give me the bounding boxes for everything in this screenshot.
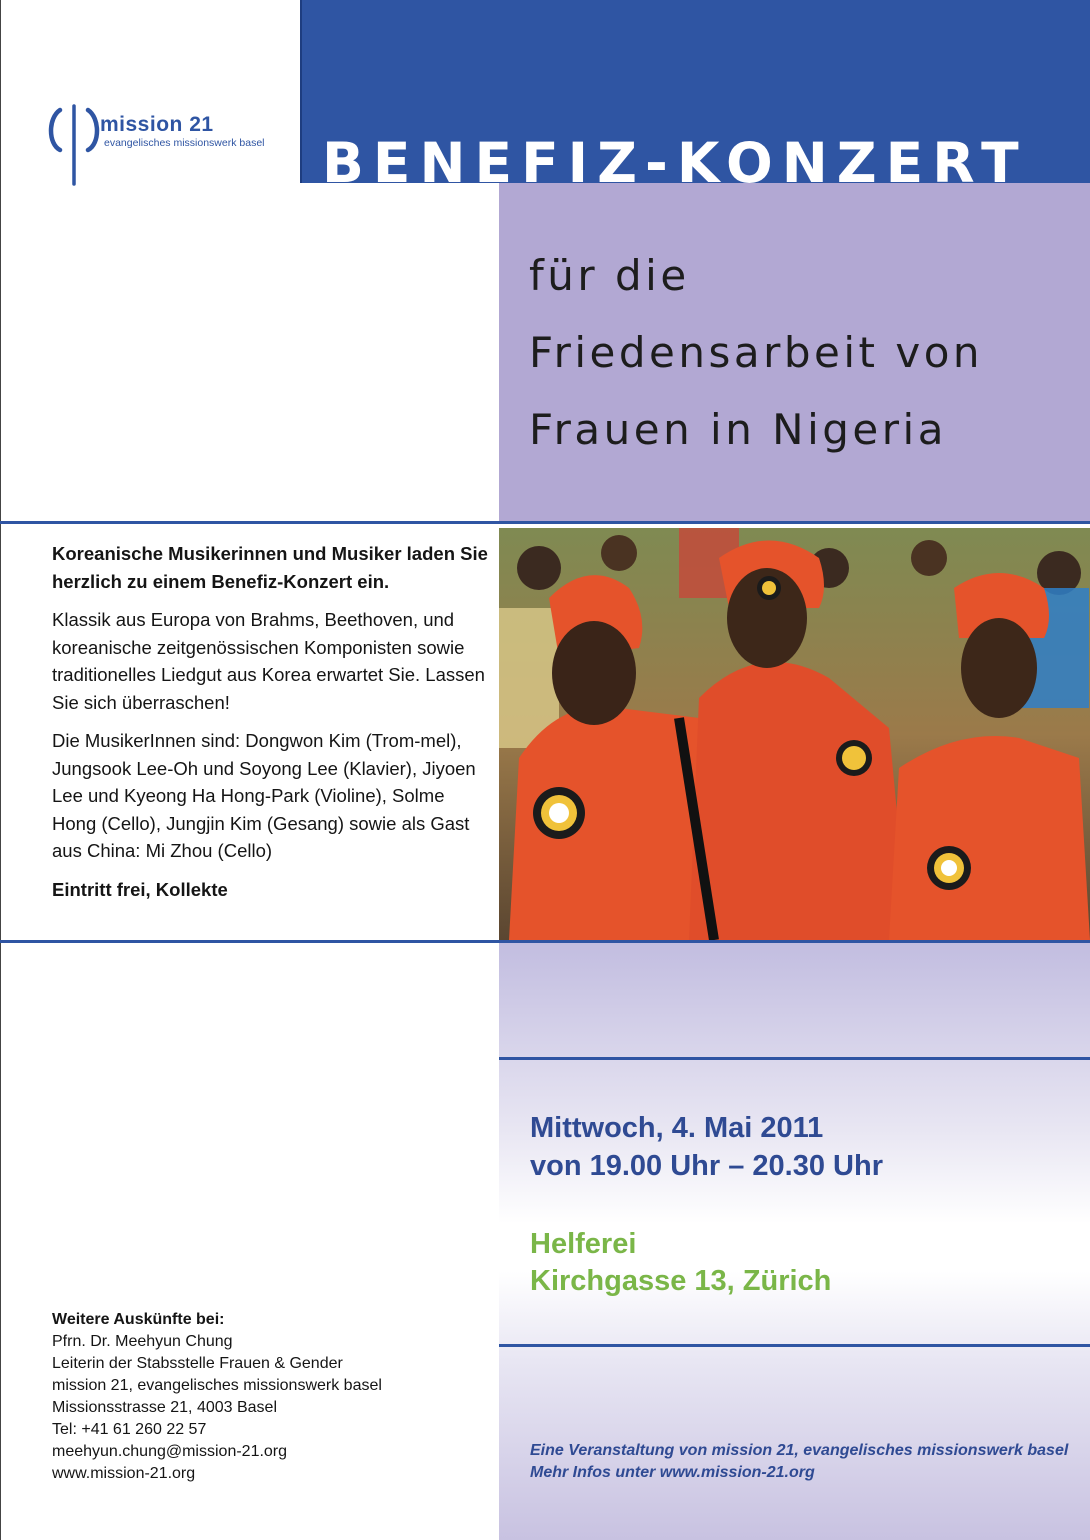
event-photo [499,528,1090,940]
contact-name: Pfrn. Dr. Meehyun Chung [52,1333,233,1350]
logo-subtitle: evangelisches missionswerk basel [104,137,265,149]
subheadline-line-2: Friedensarbeit von [529,328,984,377]
contact-email[interactable]: meehyun.chung@mission-21.org [52,1443,288,1460]
headline: BENEFIZ-KONZERT [322,131,1028,183]
intro-program: Klassik aus Europa von Brahms, Beethoven, und koreanische zeitgenössischen Komponisten sowie traditionelles Liedgut aus Korea erwartet Sie. Lassen Sie sich überraschen! [52,609,485,713]
intro-musicians: Die MusikerInnen sind: Dongwon Kim (Trom-mel), Jungsook Lee-Oh und Soyong Lee (Klavier), Jiyoen Lee und Kyeong Ha Hong-Park (Violine), Solme Hong (Cello), Jungjin Kim (Gesang) sowie als Gast aus China: Mi Zhou (Cello) [52,730,476,861]
intro-admission: Eintritt frei, Kollekte [52,878,228,900]
divider [499,1344,1090,1347]
contact-web[interactable]: www.mission-21.org [52,1465,196,1482]
photo-illustration [499,528,1090,940]
event-venue: Helferei [530,1228,637,1260]
contact-role: Leiterin der Stabsstelle Frauen & Gender [52,1355,343,1372]
contact-heading: Weitere Auskünfte bei: [52,1311,225,1328]
subheadline-line-1: für die [529,251,690,300]
intro-lead: Koreanische Musikerinnen und Musiker laden Sie herzlich zu einem Benefiz-Konzert ein. [52,543,488,592]
divider [0,521,1090,524]
event-time: von 19.00 Uhr – 20.30 Uhr [530,1150,883,1182]
contact-street: Missionsstrasse 21, 4003 Basel [52,1399,277,1416]
event-address: Kirchgasse 13, Zürich [530,1265,832,1297]
contact-phone: Tel: +41 61 260 22 57 [52,1421,207,1438]
contact-org: mission 21, evangelisches missionswerk basel [52,1377,382,1394]
intro-text [52,540,492,914]
page-border [0,0,1,1540]
more-info-note: Mehr Infos unter www.mission-21.org [530,1464,815,1481]
event-date: Mittwoch, 4. Mai 2011 [530,1112,824,1144]
subheadline-panel [499,183,1090,521]
mission-21-logo-icon [44,104,104,190]
divider [499,1057,1090,1060]
logo-name: mission 21 [100,113,214,136]
organizer-note: Eine Veranstaltung von mission 21, evangelisches missionswerk basel [530,1442,1069,1459]
subheadline-line-3: Frauen in Nigeria [529,405,947,454]
headline-clip [300,125,1090,183]
contact-block [52,1309,492,1485]
